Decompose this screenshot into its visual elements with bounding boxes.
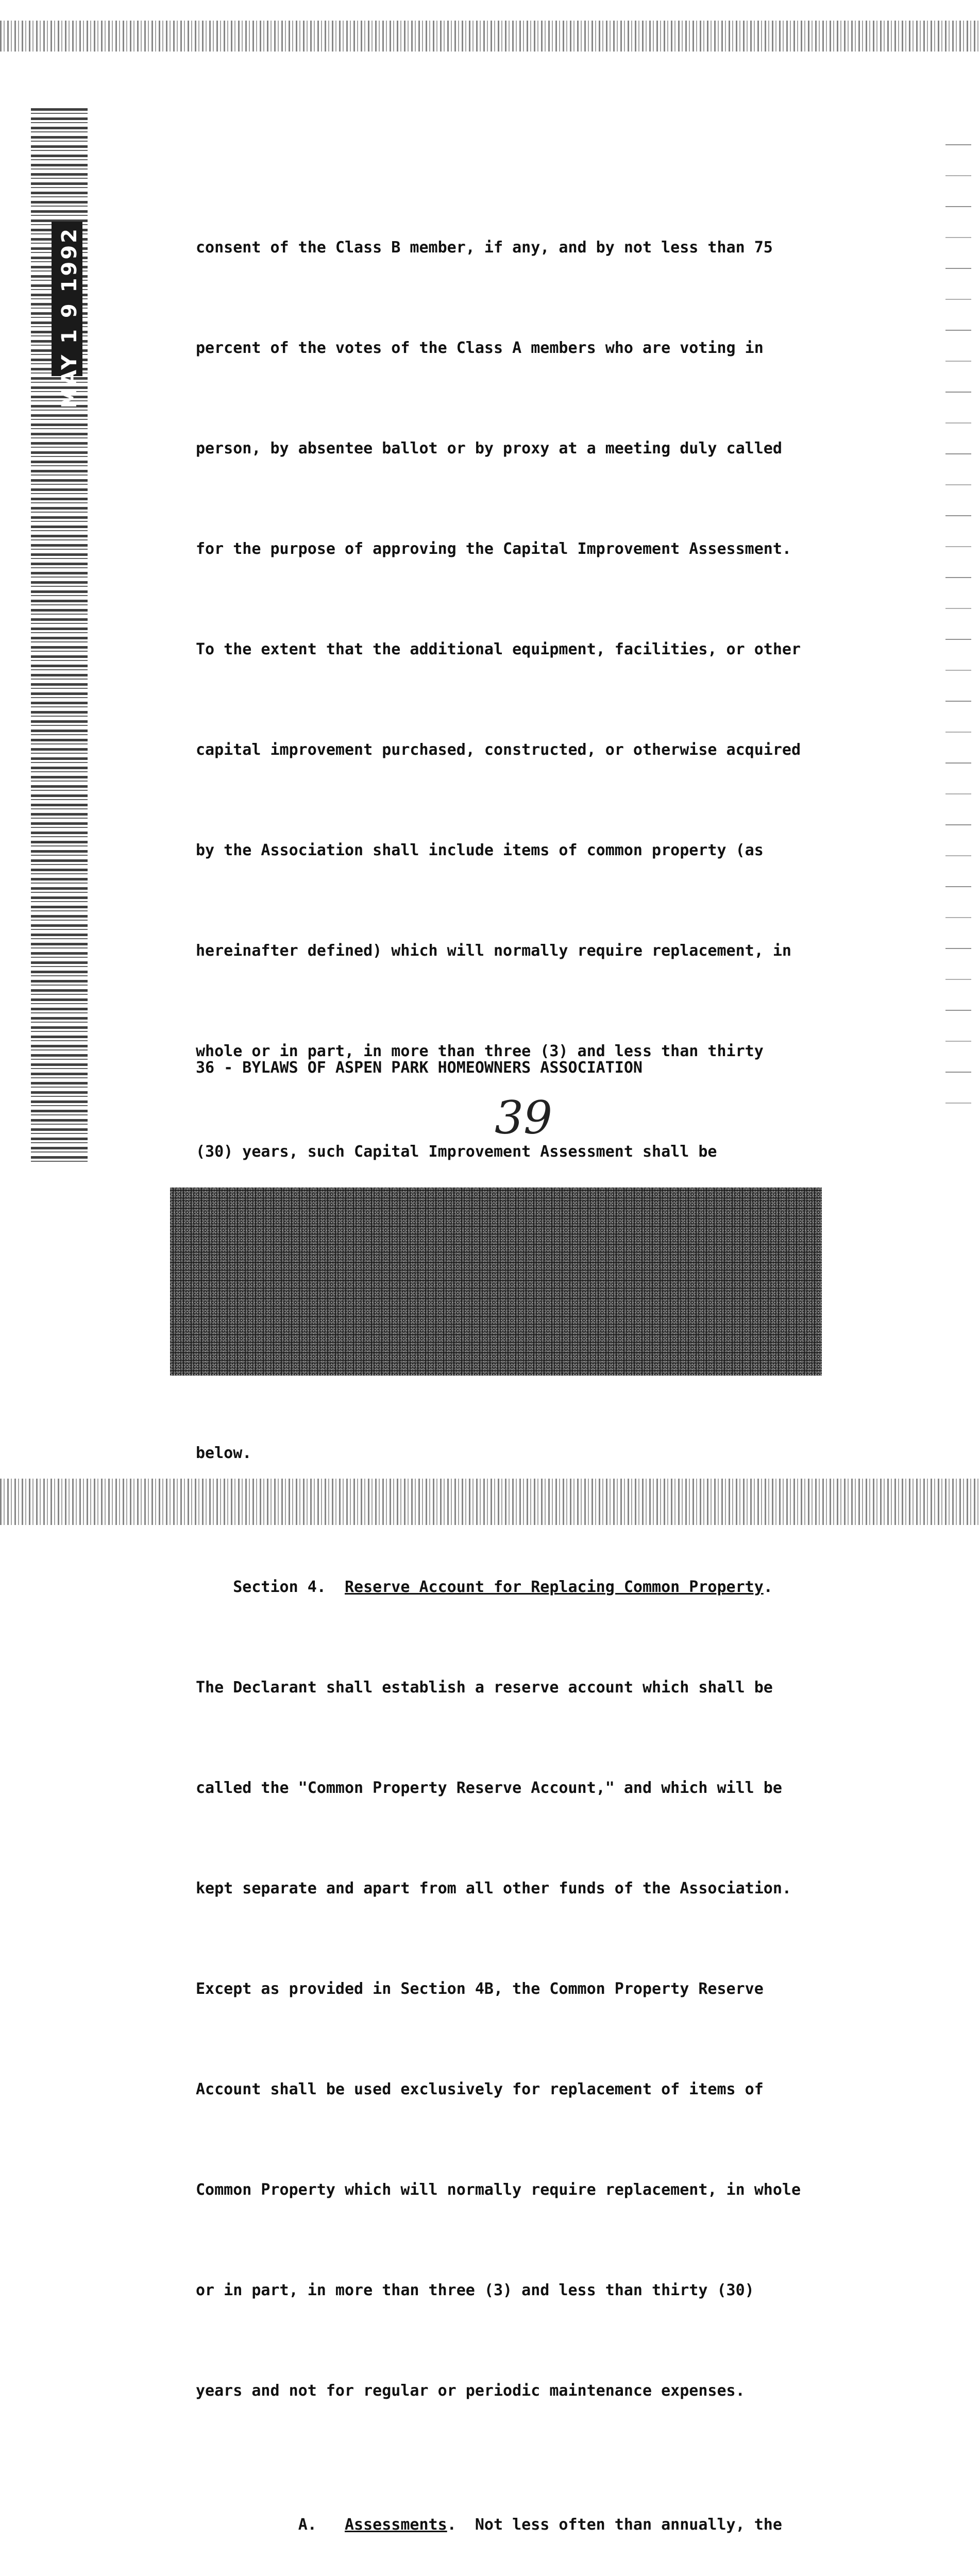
scan-noise-block	[170, 1188, 822, 1376]
subsection-a-first-line: Not less often than annually, the	[456, 2516, 782, 2534]
subsection-a-heading-line	[196, 2508, 866, 2541]
body-line: Common Property which will normally require replacement, in whole	[196, 2181, 801, 2199]
body-line: called the "Common Property Reserve Account," and which will be	[196, 1779, 782, 1797]
body-line: Except as provided in Section 4B, the Common Property Reserve	[196, 1980, 764, 1998]
body-line: kept separate and apart from all other funds of the Association.	[196, 1879, 791, 1897]
body-line: consent of the Class B member, if any, and by not less than 75	[196, 239, 773, 257]
scan-artifact-top	[0, 21, 980, 52]
body-line: by the Association shall include items of common property (as	[196, 841, 764, 859]
body-line: for the purpose of approving the Capital Improvement Assessment.	[196, 540, 791, 558]
subsection-a-label: A.	[298, 2516, 317, 2534]
subsection-a-heading: Assessments	[345, 2516, 447, 2534]
body-line: percent of the votes of the Class A members who are voting in	[196, 339, 764, 357]
section-4-heading-line	[196, 1570, 866, 1604]
page-footer: 36 - BYLAWS OF ASPEN PARK HOMEOWNERS ASSOCIATION	[196, 1059, 643, 1077]
section-4-label: Section 4.	[233, 1578, 326, 1596]
body-line: years and not for regular or periodic maintenance expenses.	[196, 2382, 745, 2400]
body-line: (30) years, such Capital Improvement Assessment shall be	[196, 1143, 717, 1161]
body-line: hereinafter defined) which will normally require replacement, in	[196, 942, 791, 960]
subsection-a-heading-period: .	[447, 2516, 457, 2534]
date-stamp-text: MAY 1 9 1992	[58, 227, 81, 409]
body-line: The Declarant shall establish a reserve account which shall be	[196, 1679, 773, 1697]
scan-artifact-right	[945, 144, 971, 1123]
body-line: capital improvement purchased, constructed, or otherwise acquired	[196, 741, 801, 759]
body-line: below.	[196, 1444, 252, 1462]
scan-artifact-left-fade	[0, 108, 31, 1164]
handwritten-page-number: 39	[495, 1091, 552, 1144]
body-line: To the extent that the additional equipment, facilities, or other	[196, 640, 801, 658]
body-line: person, by absentee ballot or by proxy at a meeting duly called	[196, 439, 782, 457]
body-line: whole or in part, in more than three (3) and less than thirty	[196, 1042, 764, 1060]
section-4-heading: Reserve Account for Replacing Common Property	[345, 1578, 764, 1596]
body-line: or in part, in more than three (3) and less than thirty (30)	[196, 2281, 754, 2299]
section-4-heading-period: .	[763, 1578, 773, 1596]
scan-artifact-bottom	[0, 1479, 980, 1525]
body-line: Account shall be used exclusively for replacement of items of	[196, 2080, 764, 2098]
